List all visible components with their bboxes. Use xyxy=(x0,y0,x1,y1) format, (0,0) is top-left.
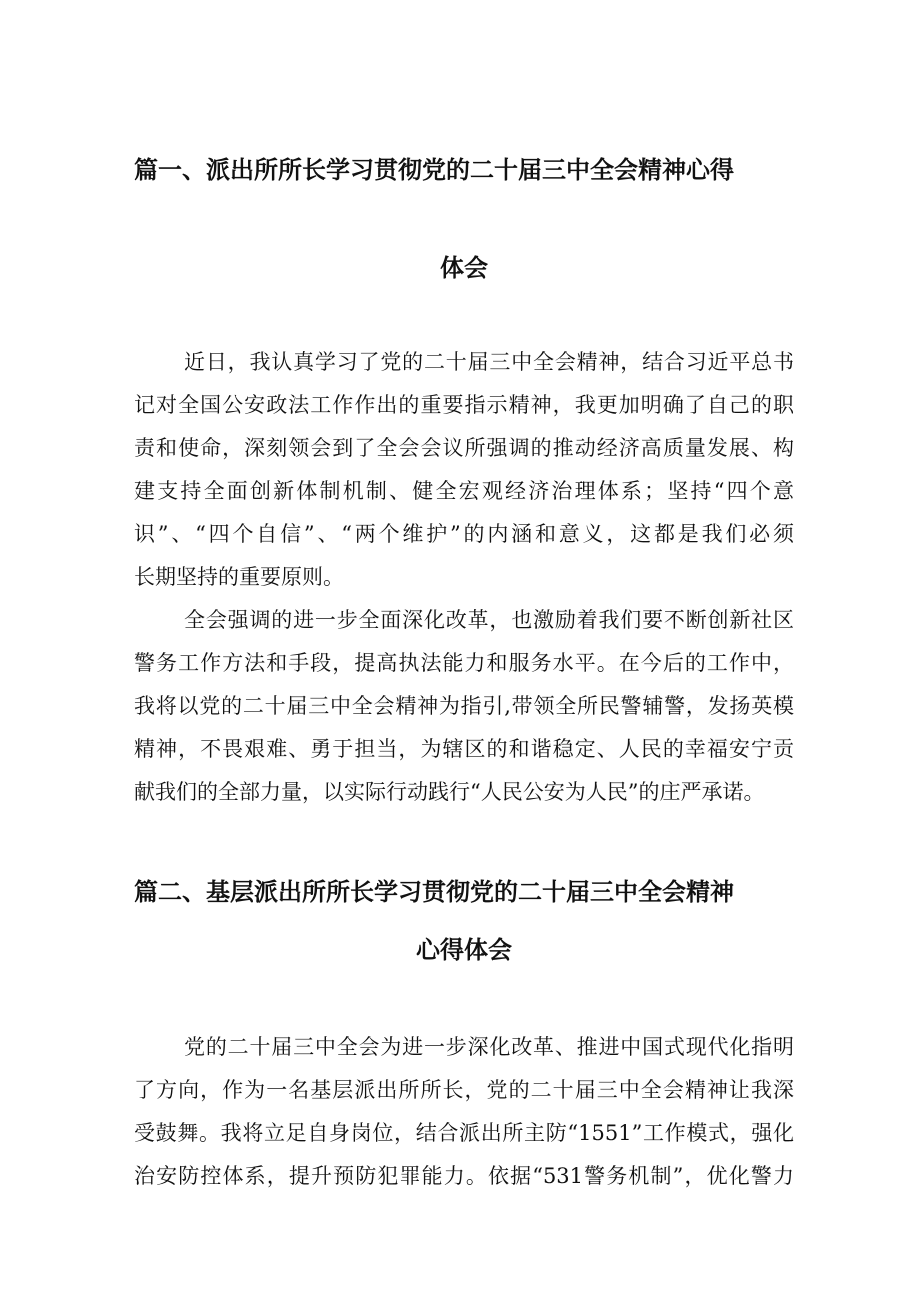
section2-heading-line1: 篇二、基层派出所所长学习贯彻党的二十届三中全会精神 xyxy=(134,878,734,906)
text-line: 受鼓舞。我将立足自身岗位，结合派出所主防“1551”工作模式，强化 xyxy=(134,1121,794,1145)
section2-heading-line2: 心得体会 xyxy=(416,936,512,964)
text-line: 治安防控体系，提升预防犯罪能力。依据“531警务机制”，优化警力 xyxy=(134,1164,794,1188)
text-line: 建支持全面创新体制机制、健全宏观经济治理体系；坚持“四个意 xyxy=(134,479,794,503)
text-line: 全会强调的进一步全面深化改革，也激励着我们要不断创新社区 xyxy=(184,608,794,632)
text-line: 党的二十届三中全会为进一步深化改革、推进中国式现代化指明 xyxy=(184,1035,794,1059)
section1-paragraph-1 xyxy=(134,341,794,599)
text-line: 长期坚持的重要原则。 xyxy=(134,565,344,589)
text-line: 责和使命，深刻领会到了全会会议所强调的推动经济高质量发展、构 xyxy=(134,436,794,460)
section1-heading-line2: 体会 xyxy=(440,254,488,282)
text-line: 我将以党的二十届三中全会精神为指引,带领全所民警辅警，发扬英模 xyxy=(134,694,794,718)
text-line: 精神，不畏艰难、勇于担当，为辖区的和谐稳定、人民的幸福安宁贡 xyxy=(134,737,794,761)
section2-paragraph-1 xyxy=(134,1026,794,1198)
section1-heading-line1: 篇一、派出所所长学习贯彻党的二十届三中全会精神心得 xyxy=(134,156,734,184)
text-line: 识”、“四个自信”、“两个维护”的内涵和意义，这都是我们必须 xyxy=(134,522,794,546)
text-line: 献我们的全部力量，以实际行动践行“人民公安为人民”的庄严承诺。 xyxy=(134,780,765,804)
text-line: 警务工作方法和手段，提高执法能力和服务水平。在今后的工作中， xyxy=(134,651,794,675)
text-line: 近日，我认真学习了党的二十届三中全会精神，结合习近平总书 xyxy=(184,350,794,374)
section1-paragraph-2 xyxy=(134,599,794,814)
text-line: 记对全国公安政法工作作出的重要指示精神，我更加明确了自己的职 xyxy=(134,393,794,417)
text-line: 了方向，作为一名基层派出所所长，党的二十届三中全会精神让我深 xyxy=(134,1078,794,1102)
